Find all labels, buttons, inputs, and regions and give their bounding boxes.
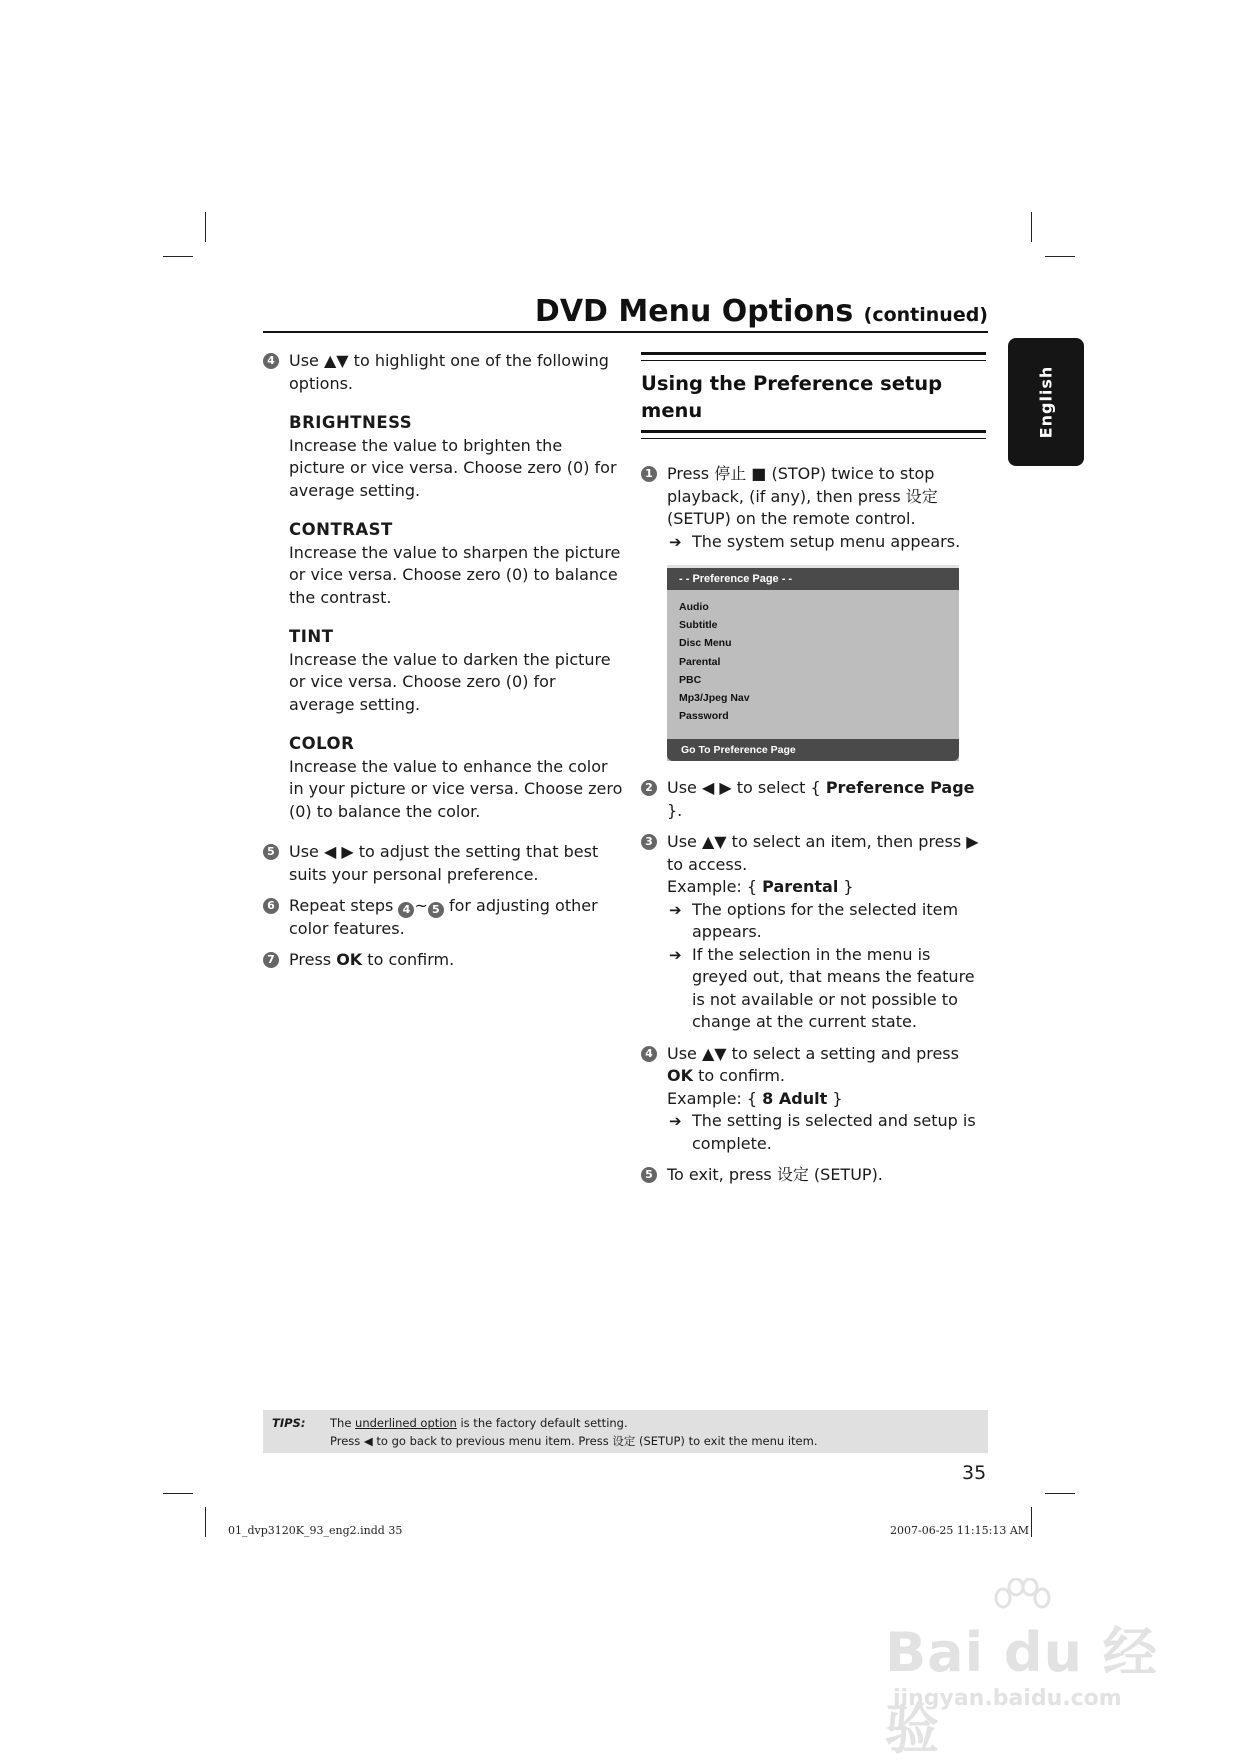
tips-underlined: underlined option [355, 1416, 457, 1430]
step-text-post: for adjusting other color features. [289, 896, 598, 938]
right-step-4 [641, 1043, 986, 1156]
result-arrow-icon: ➔ [669, 945, 682, 964]
menu-item-password: Password [679, 710, 729, 723]
step-result [667, 1110, 986, 1155]
step-text-post: to confirm. [698, 1066, 786, 1085]
menu-title-bar: - - Preference Page - - [667, 568, 959, 590]
step-number: 6 [263, 898, 279, 914]
step-number: 7 [263, 952, 279, 968]
step-number: 2 [641, 780, 657, 796]
crop-mark [163, 256, 193, 257]
option-contrast [289, 519, 623, 609]
left-step-7 [263, 949, 623, 972]
step-ref-number: 4 [398, 902, 414, 918]
page-title [535, 294, 988, 329]
watermark-brand: Bai du 经验 [885, 1621, 1158, 1761]
option-title: CONTRAST [289, 520, 393, 539]
language-tab-label: English [1036, 365, 1056, 439]
right-step-2 [641, 777, 986, 822]
option-brightness [289, 412, 623, 502]
example-bold: 8 Adult [762, 1088, 828, 1108]
example-pre: Example: { [667, 1088, 758, 1108]
step-text-bold: Preference Page [825, 778, 975, 797]
step-number: 5 [641, 1167, 657, 1183]
section-rule [641, 352, 986, 361]
step-example [667, 1088, 986, 1111]
tips-box [263, 1410, 988, 1453]
section-rule [641, 430, 986, 439]
result-text: The setting is selected and setup is complete. [692, 1111, 976, 1153]
step-number: 4 [641, 1046, 657, 1062]
page-title-continued: (continued) [863, 304, 988, 326]
step-text-pre: Use ▲▼ to select a setting and press [667, 1043, 959, 1063]
step-range-tilde: ~ [414, 896, 428, 915]
crop-mark [163, 1493, 193, 1494]
slug-right: 2007-06-25 11:15:13 AM [890, 1524, 1030, 1537]
tips-label: TIPS: [272, 1416, 306, 1430]
menu-item-pbc: PBC [679, 673, 702, 686]
step-text-bold: OK [336, 950, 363, 969]
menu-item-subtitle: Subtitle [679, 619, 718, 632]
tips-line-1-post: is the factory default setting. [460, 1416, 628, 1430]
step-text: To exit, press 设定 (SETUP). [667, 1165, 883, 1184]
step-text: Use ▲▼ to highlight one of the following options. [289, 351, 609, 393]
step-result [667, 944, 986, 1034]
left-step-6 [263, 895, 623, 940]
step-text-post: }. [667, 800, 683, 820]
option-desc: Increase the value to enhance the color in your picture or vice versa. Choose zero (0) to balance the color. [289, 756, 623, 821]
option-title: COLOR [289, 734, 355, 753]
step-number: 5 [263, 844, 279, 860]
crop-mark [1045, 1493, 1075, 1494]
step-text-pre: Press [289, 950, 332, 969]
left-column [263, 350, 623, 981]
crop-mark [205, 212, 206, 242]
tips-line-1-pre: The [330, 1416, 352, 1430]
menu-item-disc-menu: Disc Menu [679, 637, 732, 650]
result-text: If the selection in the menu is greyed out, that means the feature is not available or not possible to change at the current state. [692, 944, 975, 1031]
crop-mark [1031, 212, 1032, 242]
section-heading: Using the Preference setup menu [641, 372, 943, 422]
tips-line-1 [330, 1414, 818, 1432]
option-desc: Increase the value to sharpen the picture or vice versa. Choose zero (0) to balance the contrast. [289, 542, 621, 607]
crop-mark [1031, 1507, 1032, 1537]
right-step-3 [641, 831, 986, 1034]
result-arrow-icon: ➔ [669, 532, 682, 551]
option-color [289, 733, 623, 823]
header-rule [263, 331, 988, 333]
step-result [667, 899, 986, 944]
option-title: BRIGHTNESS [289, 413, 413, 432]
tips-line-2: Press ◀ to go back to previous menu item. Press 设定 (SETUP) to exit the menu item. [330, 1434, 818, 1448]
step-text: Use ▲▼ to select an item, then press ▶ to access. [667, 832, 979, 874]
step-text: Use ◀ ▶ to adjust the setting that best suits your personal preference. [289, 842, 599, 884]
step-ref-number: 5 [428, 902, 444, 918]
left-step-5 [263, 841, 623, 886]
option-title: TINT [289, 627, 334, 646]
menu-item-list [679, 598, 750, 725]
preference-menu-screenshot [667, 565, 959, 761]
result-text: The system setup menu appears. [692, 531, 961, 551]
right-column [641, 352, 986, 1196]
option-desc: Increase the value to darken the picture or vice versa. Choose zero (0) for average setting. [289, 649, 611, 714]
result-arrow-icon: ➔ [669, 900, 682, 919]
option-desc: Increase the value to brighten the picture or vice versa. Choose zero (0) for average setting. [289, 435, 617, 500]
step-text-post: to confirm. [367, 950, 455, 969]
menu-item-parental: Parental [679, 655, 721, 668]
result-text: The options for the selected item appears. [692, 899, 959, 941]
step-number: 1 [641, 466, 657, 482]
example-post: } [832, 1088, 843, 1108]
step-number: 4 [263, 353, 279, 369]
page-number: 35 [962, 1462, 987, 1484]
menu-footer-bar: Go To Preference Page [667, 739, 959, 761]
menu-item-mp3-jpeg-nav: Mp3/Jpeg Nav [679, 692, 750, 705]
step-text-bold: OK [667, 1066, 693, 1085]
step-text-pre: Use ◀ ▶ to select { [667, 778, 821, 797]
crop-mark [205, 1507, 206, 1537]
baidu-watermark [885, 1578, 1185, 1761]
right-step-1 [641, 463, 986, 761]
step-result [667, 531, 986, 554]
crop-mark [1045, 256, 1075, 257]
step-number: 3 [641, 834, 657, 850]
slug-left: 01_dvp3120K_93_eng2.indd 35 [228, 1524, 403, 1537]
step-example [667, 876, 986, 899]
step-text-pre: Repeat steps [289, 896, 394, 915]
left-step-4 [263, 350, 623, 823]
step-text: Press 停止 ■ (STOP) twice to stop playback, (if any), then press 设定 (SETUP) on the remote control. [667, 464, 938, 528]
example-post: } [843, 877, 854, 896]
example-bold: Parental [762, 877, 839, 896]
result-arrow-icon: ➔ [669, 1112, 682, 1130]
page-title-text: DVD Menu Options [534, 294, 854, 329]
example-pre: Example: { [667, 877, 758, 896]
menu-item-audio: Audio [679, 601, 709, 613]
language-tab [1008, 338, 1084, 466]
tips-text [330, 1414, 818, 1450]
watermark-url: jingyan.baidu.com [893, 1686, 1122, 1711]
option-tint [289, 626, 623, 716]
right-step-5 [641, 1164, 986, 1187]
